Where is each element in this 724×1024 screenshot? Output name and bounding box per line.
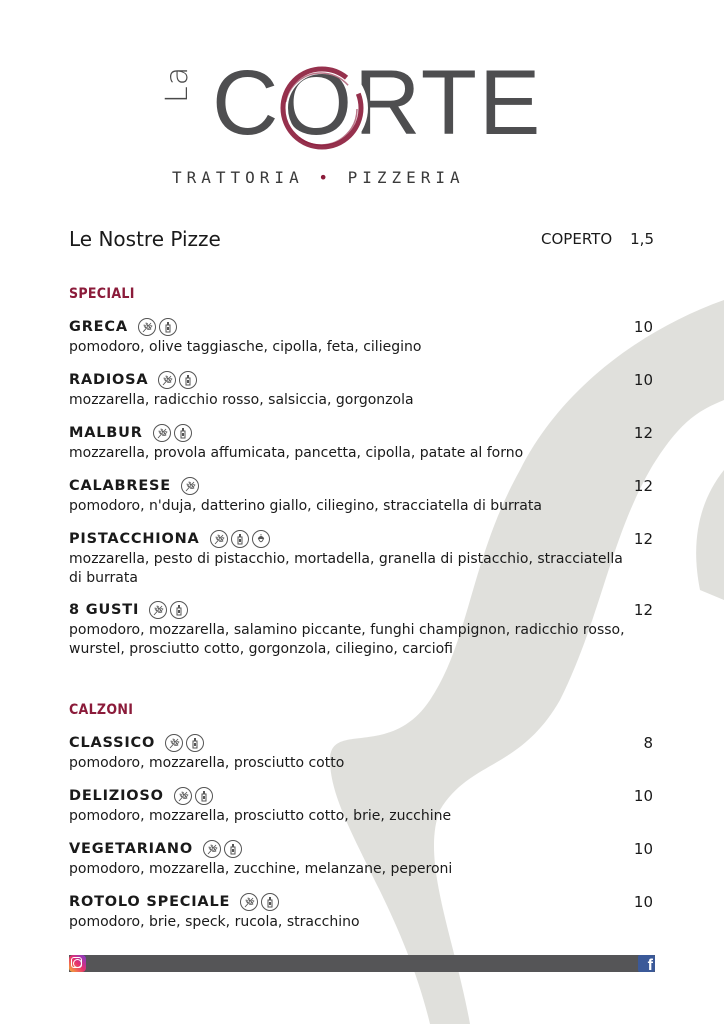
menu-item-price: 10 bbox=[633, 840, 653, 858]
dietary-icons bbox=[149, 601, 188, 619]
logo-la: La bbox=[160, 65, 195, 103]
menu-item-description: pomodoro, mozzarella, prosciutto cotto, brie, zucchine bbox=[69, 808, 452, 824]
dietary-icons bbox=[181, 477, 199, 495]
wheat-icon bbox=[240, 893, 258, 911]
bottle-icon bbox=[195, 787, 213, 805]
menu-item-name: CALABRESE bbox=[69, 478, 171, 494]
menu-item-header bbox=[69, 785, 653, 807]
menu-item-name: VEGETARIANO bbox=[69, 841, 193, 857]
dietary-icons bbox=[210, 530, 270, 548]
menu-item-header bbox=[69, 599, 653, 621]
menu-item bbox=[69, 475, 653, 516]
dietary-icons bbox=[138, 318, 177, 336]
bottle-icon bbox=[186, 734, 204, 752]
bottle-icon bbox=[224, 840, 242, 858]
menu-item-header bbox=[69, 316, 653, 338]
menu-item-price: 10 bbox=[633, 371, 653, 389]
menu-item bbox=[69, 599, 653, 659]
bottle-icon bbox=[170, 601, 188, 619]
menu-item-description: mozzarella, radicchio rosso, salsiccia, gorgonzola bbox=[69, 392, 414, 408]
wheat-icon bbox=[153, 424, 171, 442]
wheat-icon bbox=[210, 530, 228, 548]
logo-corte: CORTE bbox=[212, 52, 543, 154]
menu-item-description: pomodoro, n'duja, datterino giallo, ciliegino, stracciatella di burrata bbox=[69, 498, 542, 514]
dietary-icons bbox=[158, 371, 197, 389]
section-title-speciali: SPECIALI bbox=[69, 286, 135, 302]
coperto-value: 1,5 bbox=[630, 230, 654, 248]
bottle-icon bbox=[179, 371, 197, 389]
wheat-icon bbox=[174, 787, 192, 805]
menu-item-name: MALBUR bbox=[69, 425, 143, 441]
nut-icon bbox=[252, 530, 270, 548]
facebook-glyph: f bbox=[647, 957, 653, 972]
menu-item-name: DELIZIOSO bbox=[69, 788, 164, 804]
restaurant-logo bbox=[150, 52, 570, 155]
bottle-icon bbox=[231, 530, 249, 548]
dietary-icons bbox=[240, 893, 279, 911]
menu-item-price: 12 bbox=[633, 477, 653, 495]
tagline-dot: • bbox=[318, 168, 333, 187]
wheat-icon bbox=[203, 840, 221, 858]
menu-item-header bbox=[69, 891, 653, 913]
menu-item-name: PISTACCHIONA bbox=[69, 531, 200, 547]
menu-item bbox=[69, 838, 653, 879]
menu-item bbox=[69, 316, 653, 357]
menu-item-description: mozzarella, pesto di pistacchio, mortadella, granella di pistacchio, stracciatella di burrata bbox=[69, 551, 623, 586]
footer-bar bbox=[69, 955, 655, 972]
menu-item-header bbox=[69, 369, 653, 391]
menu-item bbox=[69, 891, 653, 932]
page-title: Le Nostre Pizze bbox=[69, 227, 221, 251]
menu-item-description: mozzarella, provola affumicata, pancetta, cipolla, patate al forno bbox=[69, 445, 524, 461]
bottle-icon bbox=[174, 424, 192, 442]
menu-item-price: 12 bbox=[633, 530, 653, 548]
facebook-icon[interactable] bbox=[638, 955, 655, 972]
menu-item-header bbox=[69, 475, 653, 497]
menu-item bbox=[69, 369, 653, 410]
menu-item-name: RADIOSA bbox=[69, 372, 149, 388]
wheat-icon bbox=[165, 734, 183, 752]
menu-item-name: 8 GUSTI bbox=[69, 602, 140, 618]
wheat-icon bbox=[158, 371, 176, 389]
dietary-icons bbox=[153, 424, 192, 442]
menu-item-price: 10 bbox=[633, 787, 653, 805]
coperto-label: COPERTO bbox=[541, 230, 613, 248]
menu-item-description: pomodoro, brie, speck, rucola, stracchino bbox=[69, 914, 360, 930]
dietary-icons bbox=[165, 734, 204, 752]
menu-item-description: pomodoro, mozzarella, salamino piccante, funghi champignon, radicchio rosso, wurstel, prosciutto cotto, gorgonzola, ciliegino, carciofi bbox=[69, 622, 625, 657]
menu-item-header bbox=[69, 732, 653, 754]
dietary-icons bbox=[174, 787, 213, 805]
menu-item-price: 12 bbox=[633, 601, 653, 619]
menu-item bbox=[69, 732, 653, 773]
menu-item-header bbox=[69, 422, 653, 444]
menu-item-price: 10 bbox=[633, 318, 653, 336]
menu-item bbox=[69, 528, 653, 588]
dietary-icons bbox=[203, 840, 242, 858]
logo-tagline bbox=[172, 168, 562, 187]
tagline-trattoria: TRATTORIA bbox=[172, 168, 304, 187]
menu-item-price: 10 bbox=[633, 893, 653, 911]
menu-item-header bbox=[69, 838, 653, 860]
menu-item-description: pomodoro, mozzarella, prosciutto cotto bbox=[69, 755, 345, 771]
menu-item-header bbox=[69, 528, 653, 550]
menu-item-price: 12 bbox=[633, 424, 653, 442]
wheat-icon bbox=[181, 477, 199, 495]
bottle-icon bbox=[159, 318, 177, 336]
section-title-calzoni: CALZONI bbox=[69, 702, 134, 718]
menu-item bbox=[69, 785, 653, 826]
menu-item-description: pomodoro, mozzarella, zucchine, melanzane, peperoni bbox=[69, 861, 453, 877]
instagram-icon[interactable] bbox=[69, 955, 86, 972]
wine-stain-ring-icon bbox=[275, 61, 369, 155]
menu-item-description: pomodoro, olive taggiasche, cipolla, feta, ciliegino bbox=[69, 339, 422, 355]
wheat-icon bbox=[149, 601, 167, 619]
menu-item bbox=[69, 422, 653, 463]
menu-item-price: 8 bbox=[643, 734, 653, 752]
coperto bbox=[541, 230, 654, 248]
wheat-icon bbox=[138, 318, 156, 336]
menu-item-name: CLASSICO bbox=[69, 735, 156, 751]
menu-item-name: GRECA bbox=[69, 319, 128, 335]
menu-item-name: ROTOLO SPECIALE bbox=[69, 894, 231, 910]
bottle-icon bbox=[261, 893, 279, 911]
tagline-pizzeria: PIZZERIA bbox=[347, 168, 465, 187]
